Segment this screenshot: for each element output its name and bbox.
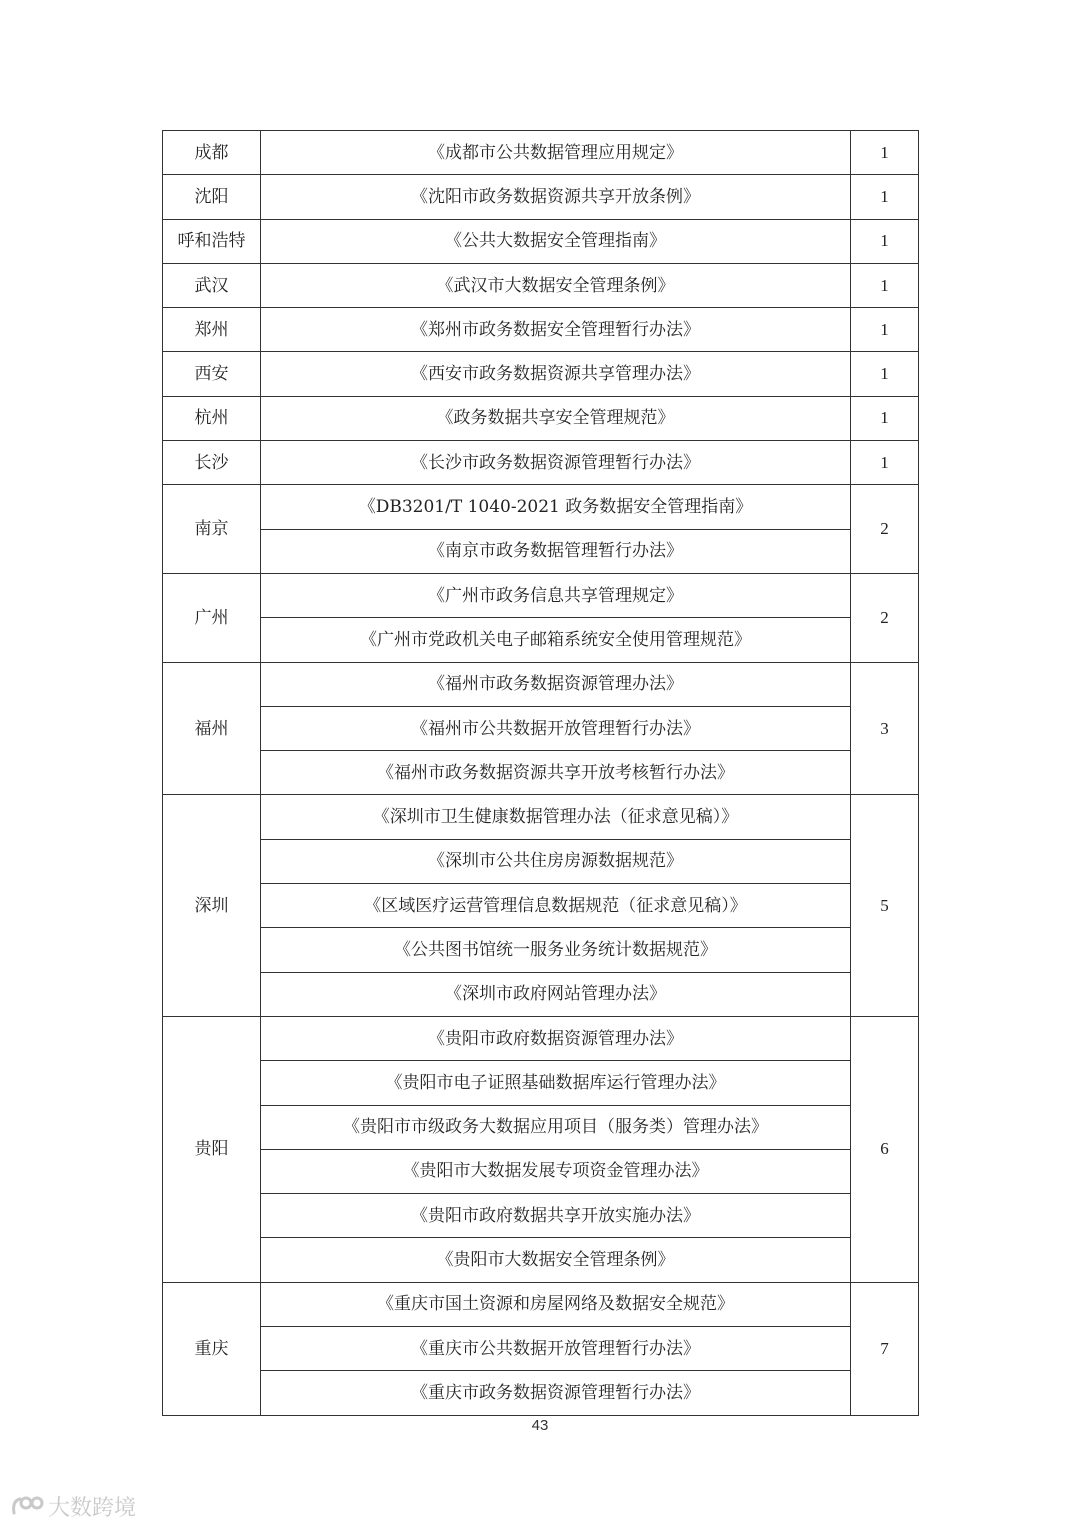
table-row: [163, 308, 919, 352]
document-cell: 《成都市公共数据管理应用规定》: [261, 131, 851, 175]
document-cell: 《贵阳市市级政务大数据应用项目（服务类）管理办法》: [261, 1105, 851, 1149]
city-cell: 南京: [163, 485, 261, 574]
document-cell: 《公共大数据安全管理指南》: [261, 219, 851, 263]
table-body: [163, 131, 919, 1416]
document-cell: 《区域医疗运营管理信息数据规范（征求意见稿）》: [261, 884, 851, 928]
city-cell: 呼和浩特: [163, 219, 261, 263]
table-row: [163, 219, 919, 263]
document-cell: 《贵阳市电子证照基础数据库运行管理办法》: [261, 1061, 851, 1105]
table-row: [163, 1061, 919, 1105]
table-row: [163, 1327, 919, 1371]
city-cell: 成都: [163, 131, 261, 175]
document-cell: 《深圳市卫生健康数据管理办法（征求意见稿）》: [261, 795, 851, 839]
table-row: [163, 131, 919, 175]
document-cell: 《长沙市政务数据资源管理暂行办法》: [261, 441, 851, 485]
document-cell: 《重庆市国土资源和房屋网络及数据安全规范》: [261, 1282, 851, 1326]
document-cell: 《广州市政务信息共享管理规定》: [261, 573, 851, 617]
count-cell: 1: [851, 263, 919, 307]
count-cell: 1: [851, 175, 919, 219]
table-row: [163, 1282, 919, 1326]
count-cell: 5: [851, 795, 919, 1016]
document-cell: 《郑州市政务数据安全管理暂行办法》: [261, 308, 851, 352]
city-cell: 长沙: [163, 441, 261, 485]
city-cell: 武汉: [163, 263, 261, 307]
table-row: [163, 1105, 919, 1149]
table-row: [163, 618, 919, 662]
document-cell: 《重庆市政务数据资源管理暂行办法》: [261, 1371, 851, 1415]
document-cell: 《武汉市大数据安全管理条例》: [261, 263, 851, 307]
table-row: [163, 884, 919, 928]
table-row: [163, 441, 919, 485]
city-cell: 沈阳: [163, 175, 261, 219]
count-cell: 3: [851, 662, 919, 795]
city-cell: 西安: [163, 352, 261, 396]
count-cell: 1: [851, 352, 919, 396]
document-cell: 《公共图书馆统一服务业务统计数据规范》: [261, 928, 851, 972]
table-row: [163, 352, 919, 396]
document-cell: 《DB3201/T 1040-2021 政务数据安全管理指南》: [261, 485, 851, 529]
city-cell: 重庆: [163, 1282, 261, 1415]
document-cell: 《福州市公共数据开放管理暂行办法》: [261, 706, 851, 750]
watermark-text: 大数跨境: [48, 1495, 137, 1521]
document-cell: 《南京市政务数据管理暂行办法》: [261, 529, 851, 573]
table-row: [163, 485, 919, 529]
table-row: [163, 1016, 919, 1060]
count-cell: 2: [851, 485, 919, 574]
count-cell: 1: [851, 396, 919, 440]
document-cell: 《西安市政务数据资源共享管理办法》: [261, 352, 851, 396]
document-cell: 《沈阳市政务数据资源共享开放条例》: [261, 175, 851, 219]
document-cell: 《福州市政务数据资源共享开放考核暂行办法》: [261, 751, 851, 795]
city-data-policy-table: [162, 130, 919, 1416]
table-row: [163, 928, 919, 972]
page-number: 43: [531, 1417, 549, 1434]
watermark: [10, 1491, 136, 1521]
document-cell: 《贵阳市政府数据资源管理办法》: [261, 1016, 851, 1060]
table-row: [163, 1149, 919, 1193]
count-cell: 1: [851, 441, 919, 485]
count-cell: 1: [851, 219, 919, 263]
count-cell: 1: [851, 131, 919, 175]
city-cell: 深圳: [163, 795, 261, 1016]
city-cell: 广州: [163, 573, 261, 662]
table-row: [163, 972, 919, 1016]
table-row: [163, 706, 919, 750]
table-row: [163, 573, 919, 617]
city-cell: 贵阳: [163, 1016, 261, 1282]
city-cell: 郑州: [163, 308, 261, 352]
document-cell: 《重庆市公共数据开放管理暂行办法》: [261, 1327, 851, 1371]
count-cell: 6: [851, 1016, 919, 1282]
table-row: [163, 839, 919, 883]
table-row: [163, 175, 919, 219]
document-cell: 《福州市政务数据资源管理办法》: [261, 662, 851, 706]
table-row: [163, 751, 919, 795]
table-row: [163, 662, 919, 706]
document-cell: 《广州市党政机关电子邮箱系统安全使用管理规范》: [261, 618, 851, 662]
table-row: [163, 1194, 919, 1238]
city-cell: 杭州: [163, 396, 261, 440]
document-cell: 《贵阳市政府数据共享开放实施办法》: [261, 1194, 851, 1238]
table-row: [163, 795, 919, 839]
document-cell: 《贵阳市大数据安全管理条例》: [261, 1238, 851, 1282]
count-cell: 7: [851, 1282, 919, 1415]
document-cell: 《深圳市公共住房房源数据规范》: [261, 839, 851, 883]
count-cell: 1: [851, 308, 919, 352]
count-cell: 2: [851, 573, 919, 662]
table-row: [163, 1371, 919, 1415]
city-cell: 福州: [163, 662, 261, 795]
table-row: [163, 396, 919, 440]
table-row: [163, 263, 919, 307]
table-row: [163, 529, 919, 573]
document-cell: 《深圳市政府网站管理办法》: [261, 972, 851, 1016]
document-cell: 《贵阳市大数据发展专项资金管理办法》: [261, 1149, 851, 1193]
table-row: [163, 1238, 919, 1282]
document-cell: 《政务数据共享安全管理规范》: [261, 396, 851, 440]
watermark-logo-icon: [10, 1493, 44, 1519]
